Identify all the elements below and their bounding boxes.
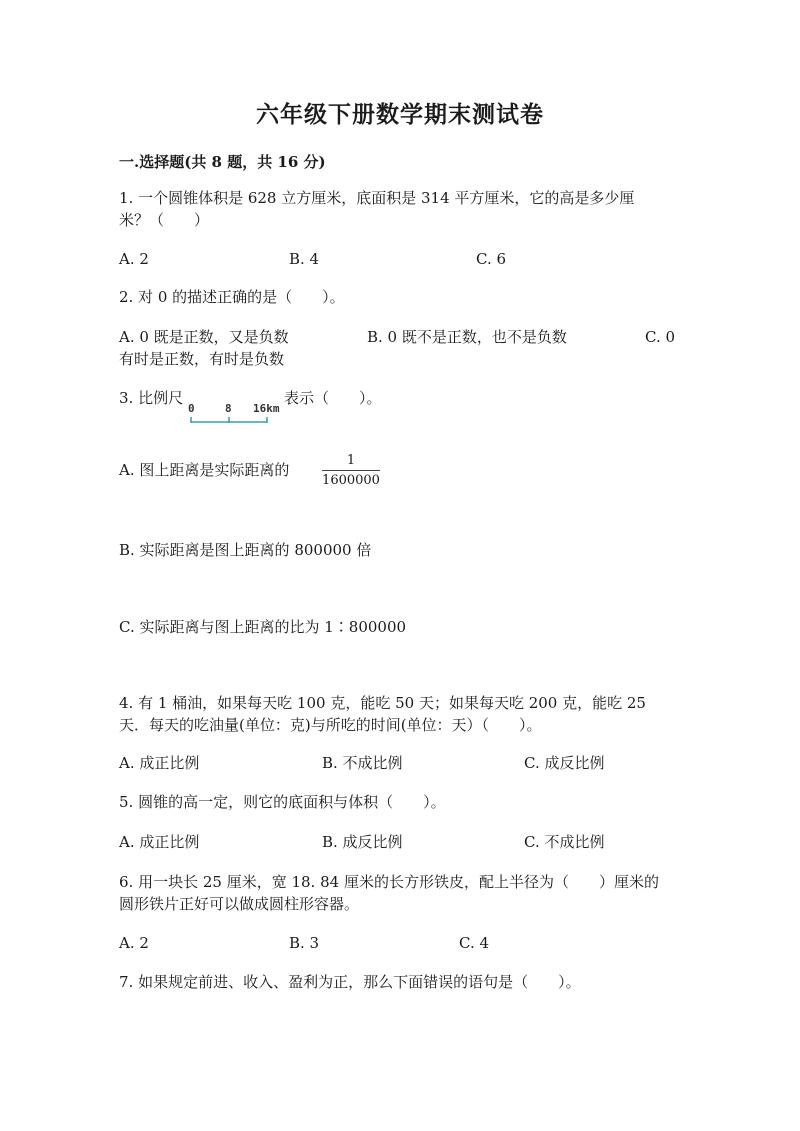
q3-option-a: A. 图上距离是实际距离的 — [119, 461, 290, 479]
q6-option-c: C. 4 — [459, 934, 490, 952]
fraction-bar — [322, 470, 380, 471]
q1-stem-line2: 米？（ ） — [119, 211, 210, 229]
q6-stem-line1: 6. 用一块长 25 厘米，宽 18. 84 厘米的长方形铁皮，配上半径为（ ）厘米的 — [119, 873, 659, 891]
q4-option-b: B. 不成比例 — [322, 754, 403, 772]
scale-bar-diagram — [185, 398, 285, 428]
section-heading: 一.选择题(共 8 题，共 16 分) — [119, 153, 326, 171]
q2-option-a: A. 0 既是正数，又是负数 — [119, 328, 289, 346]
q6-stem-line2: 圆形铁片正好可以做成圆柱形容器。 — [119, 895, 360, 913]
q4-option-a: A. 成正比例 — [119, 754, 200, 772]
q2-stem: 2. 对 0 的描述正确的是（ ）。 — [119, 288, 345, 306]
scale-tick-label-8: 8 — [225, 402, 232, 415]
scale-tick-label-0: 0 — [188, 402, 195, 415]
q2-option-c: C. 0 — [645, 328, 676, 346]
q5-option-b: B. 成反比例 — [322, 833, 403, 851]
q3-option-a-fraction — [322, 453, 380, 489]
q4-stem-line2: 天．每天的吃油量(单位：克)与所吃的时间(单位：天）（ ）。 — [119, 716, 542, 734]
q1-stem-line1: 1. 一个圆锥体积是 628 立方厘米，底面积是 314 平方厘米，它的高是多少厘 — [119, 189, 635, 207]
q3-stem-start: 3. 比例尺 — [119, 389, 184, 407]
q7-stem: 7. 如果规定前进、收入、盈利为正，那么下面错误的语句是（ ）。 — [119, 973, 581, 991]
q4-option-c: C. 成反比例 — [524, 754, 605, 772]
q6-option-b: B. 3 — [289, 934, 320, 952]
q3-option-b: B. 实际距离是图上距离的 800000 倍 — [119, 541, 372, 559]
q1-option-b: B. 4 — [289, 250, 320, 268]
q5-option-c: C. 不成比例 — [524, 833, 605, 851]
q3-stem-end: 表示（ ）。 — [284, 389, 382, 407]
q2-option-c-continued: 有时是正数，有时是负数 — [119, 350, 285, 368]
q1-option-a: A. 2 — [119, 250, 149, 268]
q4-stem-line1: 4. 有 1 桶油，如果每天吃 100 克，能吃 50 天；如果每天吃 200 克，能吃 25 — [119, 694, 646, 712]
q2-option-b: B. 0 既不是正数，也不是负数 — [367, 328, 567, 346]
q5-stem: 5. 圆锥的高一定，则它的底面积与体积（ ）。 — [119, 793, 446, 811]
fraction-denominator: 1600000 — [322, 473, 380, 488]
q1-option-c: C. 6 — [476, 250, 507, 268]
q6-option-a: A. 2 — [119, 934, 149, 952]
fraction-numerator: 1 — [346, 453, 356, 468]
scale-tick-label-16km: 16km — [253, 402, 280, 415]
page-title: 六年级下册数学期末测试卷 — [256, 101, 544, 128]
q3-option-c: C. 实际距离与图上距离的比为 1∶800000 — [119, 618, 407, 636]
q5-option-a: A. 成正比例 — [119, 833, 200, 851]
